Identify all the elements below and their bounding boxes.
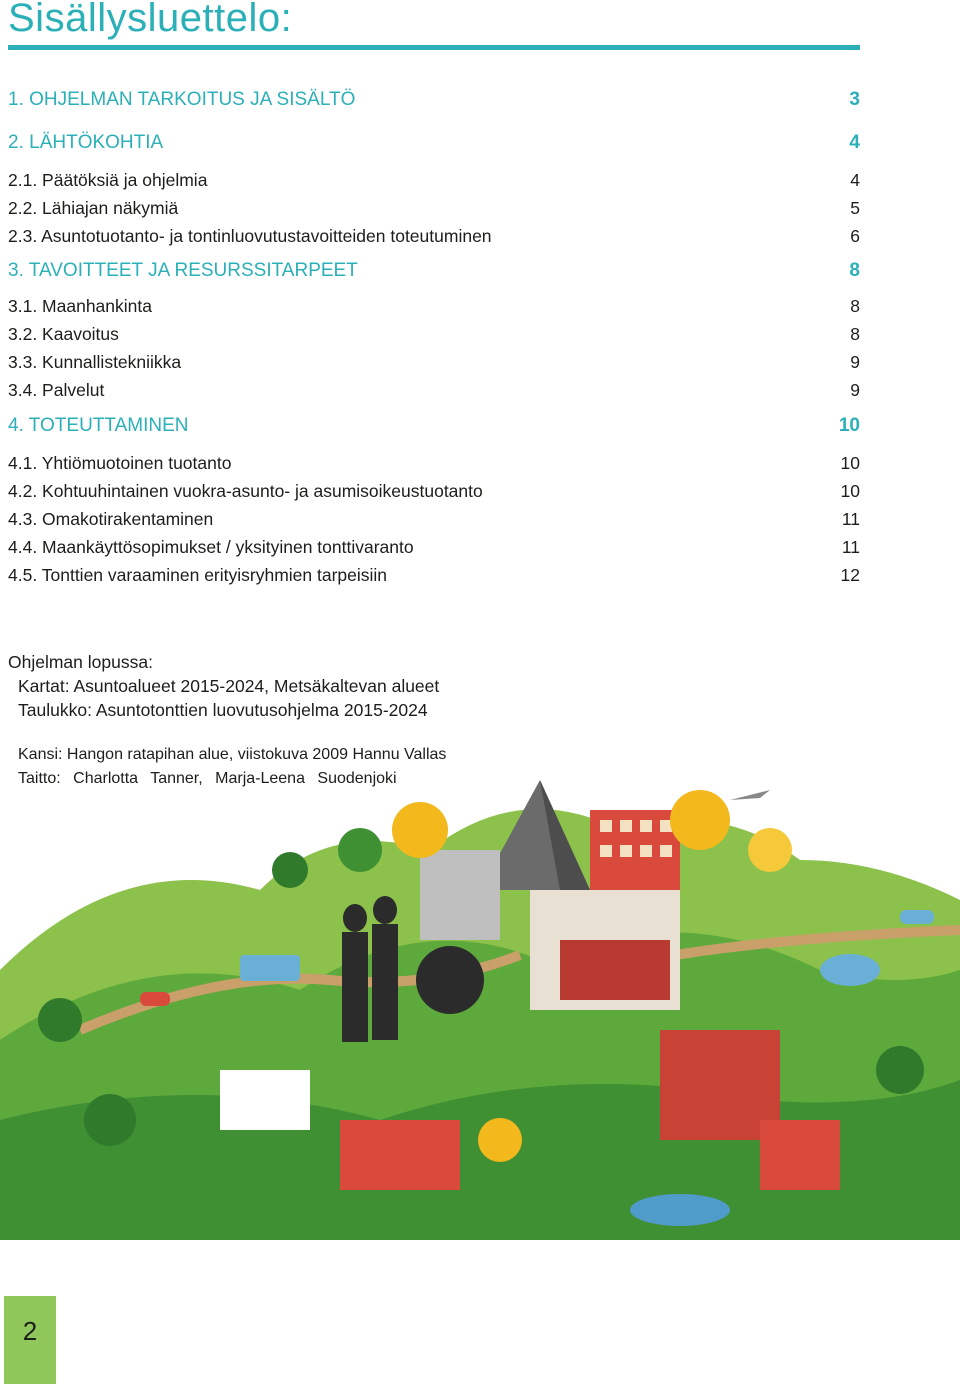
toc-entry-page: 10: [840, 481, 860, 501]
toc-entry-label: 4.3. Omakotirakentaminen: [8, 509, 214, 529]
toc-entry-label: 4.5. Tonttien varaaminen erityisryhmien tarpeisiin: [8, 565, 388, 585]
toc-entry-label: 2.2. Lähiajan näkymiä: [8, 198, 179, 218]
toc-entry-page: 10: [840, 453, 860, 473]
toc-section-row[interactable]: [8, 89, 860, 111]
toc-subsection-row[interactable]: [8, 509, 860, 530]
toc-subsection-row[interactable]: [8, 565, 860, 586]
toc-subsection-row[interactable]: [8, 198, 860, 219]
toc-entry-page: 10: [838, 415, 860, 436]
toc-subsection-row[interactable]: [8, 226, 860, 247]
toc-section-row[interactable]: [8, 260, 860, 282]
title-rule: [8, 45, 860, 50]
toc-entry-page: 11: [841, 537, 860, 557]
toc-subsection-row[interactable]: [8, 453, 860, 474]
toc-subsection-row[interactable]: [8, 380, 860, 401]
toc-section-row[interactable]: [8, 132, 860, 154]
toc-entry-label: 4.1. Yhtiömuotoinen tuotanto: [8, 453, 232, 473]
layout-credit: Taitto: Charlotta Tanner, Marja-Leena Suodenjoki: [18, 770, 397, 787]
toc-entry-label: 2.3. Asuntotuotanto- ja tontinluovutustavoitteiden toteutuminen: [8, 226, 492, 246]
toc-entry-label: 4.4. Maankäyttösopimukset / yksityinen tonttivaranto: [8, 537, 414, 557]
toc-entry-label: 2. LÄHTÖKOHTIA: [8, 132, 164, 153]
toc-section-row[interactable]: [8, 415, 860, 437]
toc-entry-page: 12: [840, 565, 860, 585]
toc-entry-page: 3: [849, 89, 860, 110]
notes-heading: Ohjelman lopussa:: [8, 652, 153, 672]
toc-entry-page: 4: [849, 132, 860, 153]
cover-illustration: [0, 740, 960, 1240]
page-number-box: [4, 1296, 56, 1384]
toc-entry-page: 11: [841, 509, 860, 529]
toc-entry-page: 5: [850, 198, 860, 218]
toc-subsection-row[interactable]: [8, 324, 860, 345]
toc-subsection-row[interactable]: [8, 481, 860, 502]
toc-subsection-row[interactable]: [8, 170, 860, 191]
notes-maps: Kartat: Asuntoalueet 2015-2024, Metsäkaltevan alueet: [18, 676, 440, 696]
page-number: 2: [22, 1316, 38, 1346]
toc-entry-page: 8: [850, 296, 860, 316]
toc-entry-page: 6: [850, 226, 860, 246]
toc-subsection-row[interactable]: [8, 537, 860, 558]
toc-entry-label: 3.1. Maanhankinta: [8, 296, 152, 316]
page-title: Sisällysluettelo:: [8, 0, 293, 40]
toc-entry-page: 8: [850, 324, 860, 344]
notes-table: Taulukko: Asuntotonttien luovutusohjelma 2015-2024: [18, 700, 428, 720]
toc-entry-label: 2.1. Päätöksiä ja ohjelmia: [8, 170, 208, 190]
toc-entry-page: 9: [850, 352, 860, 372]
cover-credit: Kansi: Hangon ratapihan alue, viistokuva 2009 Hannu Vallas: [18, 746, 447, 763]
toc-entry-label: 4.2. Kohtuuhintainen vuokra-asunto- ja asumisoikeustuotanto: [8, 481, 483, 501]
toc-subsection-row[interactable]: [8, 296, 860, 317]
toc-entry-label: 1. OHJELMAN TARKOITUS JA SISÄLTÖ: [8, 89, 356, 110]
toc-entry-label: 3.2. Kaavoitus: [8, 324, 119, 344]
toc-entry-page: 8: [849, 260, 860, 281]
toc-entry-label: 3.3. Kunnallistekniikka: [8, 352, 182, 372]
toc-entry-label: 4. TOTEUTTAMINEN: [8, 415, 189, 436]
toc-entry-page: 9: [850, 380, 860, 400]
toc-entry-label: 3. TAVOITTEET JA RESURSSITARPEET: [8, 260, 358, 281]
toc-entry-page: 4: [850, 170, 860, 190]
toc-entry-label: 3.4. Palvelut: [8, 380, 105, 400]
toc-subsection-row[interactable]: [8, 352, 860, 373]
